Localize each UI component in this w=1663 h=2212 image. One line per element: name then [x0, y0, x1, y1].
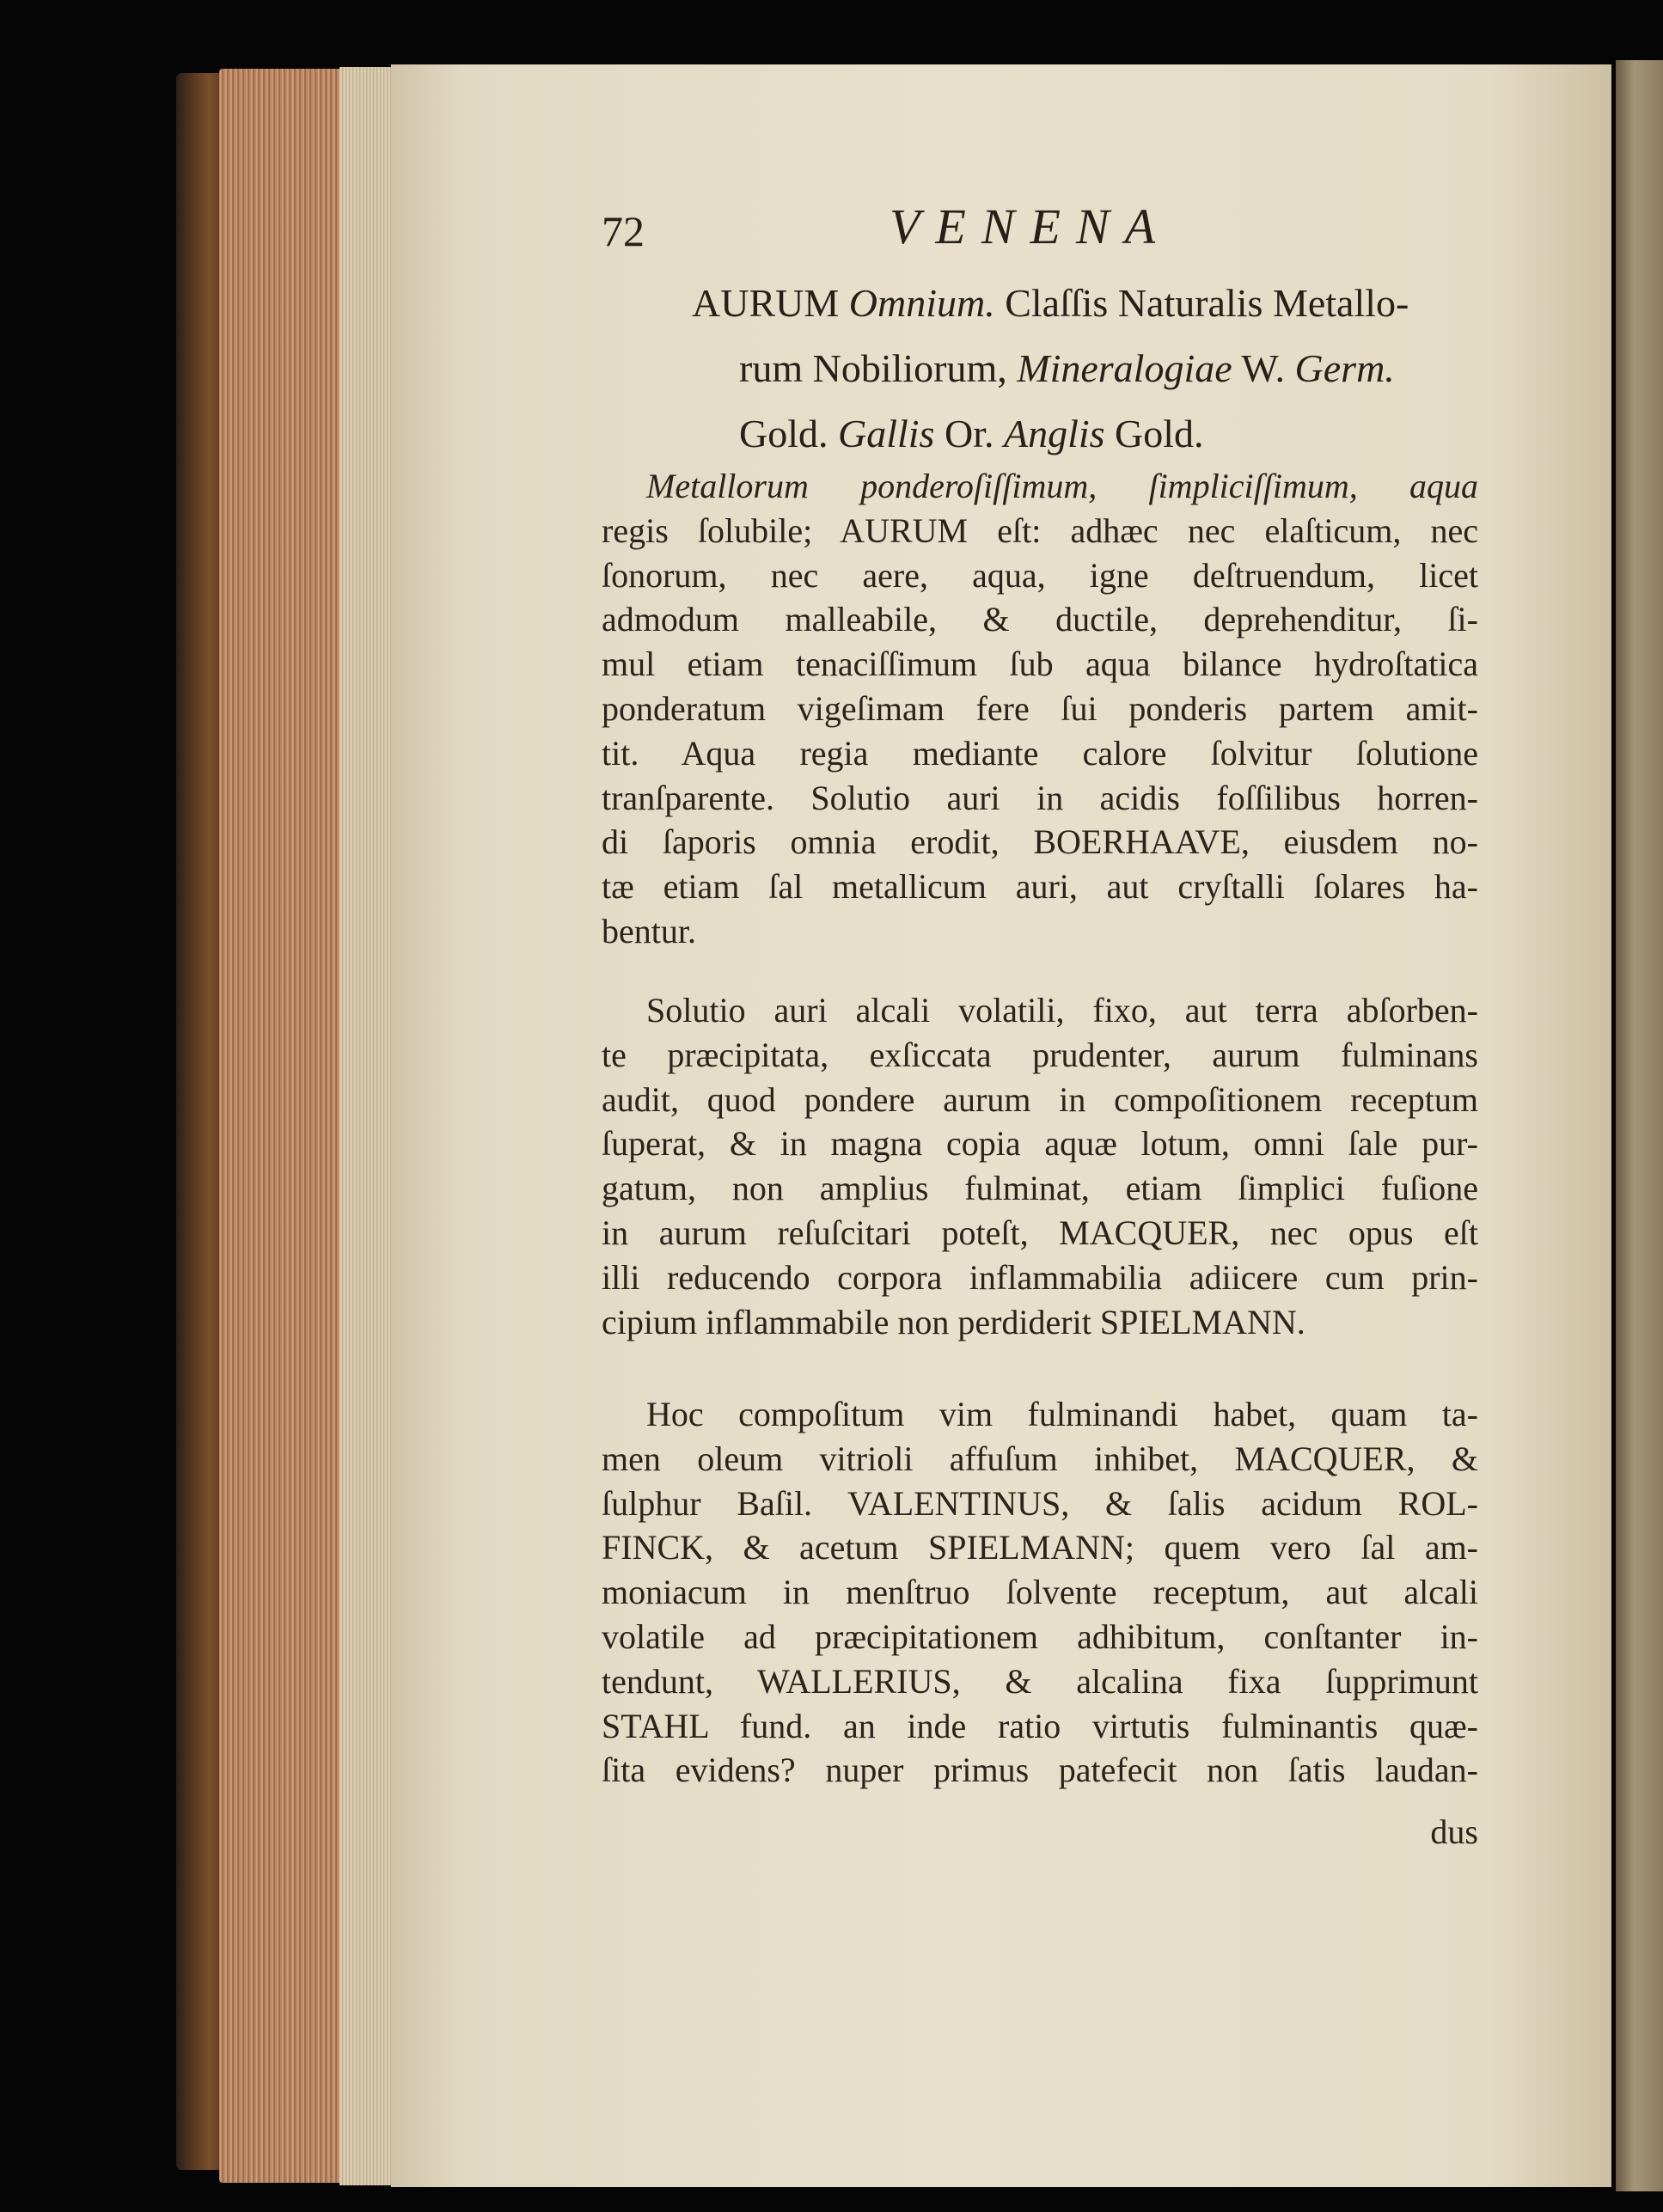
text-line: bentur.	[602, 911, 696, 950]
text-line: tendunt, WALLERIUS, & alcalina fixa ſupprimunt	[602, 1661, 1478, 1701]
paragraph-3	[602, 1392, 1478, 1793]
paragraph-1	[602, 464, 1478, 954]
text-line: Hoc compoſitum vim fulminandi habet, quam ta-	[646, 1395, 1478, 1433]
text-line: in aurum reſuſcitari poteſt, MACQUER, nec opus eſt	[602, 1213, 1478, 1252]
text-line: ſulphur Baſil. VALENTINUS, & ſalis acidum ROL-	[602, 1483, 1478, 1523]
entry-heading	[602, 271, 1487, 467]
text-line: admodum malleabile, & ductile, deprehenditur, ſi-	[602, 600, 1478, 639]
catchword: dus	[1430, 1812, 1478, 1851]
text-line: di ſaporis omnia erodit, BOERHAAVE, eiusdem no-	[602, 822, 1478, 862]
text-line: tranſparente. Solutio auri in acidis foſſilibus horren-	[602, 778, 1478, 817]
paragraph-2	[602, 988, 1478, 1344]
text-line: tit. Aqua regia mediante calore ſolvitur ſolutione	[602, 733, 1478, 773]
page-number: 72	[602, 207, 645, 255]
text-line: te præcipitata, exſiccata prudenter, aurum fulminans	[602, 1035, 1478, 1074]
text-line: ſita evidens? nuper primus patefecit non ſatis laudan-	[602, 1751, 1478, 1790]
running-title: VENENA	[890, 199, 1171, 254]
text-line: Solutio auri alcali volatili, fixo, aut terra abſorben-	[646, 991, 1478, 1030]
text-line: FINCK, & acetum SPIELMANN; quem vero ſal am-	[602, 1528, 1478, 1567]
text-line: ponderatum vigeſimam fere ſui ponderis partem amit-	[602, 688, 1478, 728]
text-line: audit, quod pondere aurum in compoſitionem receptum	[602, 1079, 1478, 1119]
facing-page-edge	[1616, 60, 1663, 2191]
running-head	[0, 191, 1663, 255]
text-line: illi reducendo corpora inflammabilia adiicere cum prin-	[602, 1257, 1478, 1297]
text-line: regis ſolubile; AURUM eſt: adhæc nec elaſticum, nec	[602, 510, 1478, 550]
heading-line: AURUM Omnium. Claſſis Naturalis Metallo-	[692, 281, 1409, 325]
text-line: tæ etiam ſal metallicum auri, aut cryſtalli ſolares ha-	[602, 867, 1478, 907]
text-line: mul etiam tenaciſſimum ſub aqua bilance hydroſtatica	[602, 645, 1478, 684]
text-line: ſuperat, & in magna copia aquæ lotum, omni ſale pur-	[602, 1124, 1478, 1164]
text-line: STAHL fund. an inde ratio virtutis fulminantis quæ-	[602, 1706, 1478, 1745]
text-line: Metallorum ponderoſiſſimum, ſimpliciſſimum, aqua	[646, 467, 1478, 505]
heading-line: Gold. Gallis Or. Anglis Gold.	[739, 412, 1204, 455]
text-line: cipium inflammabile non perdiderit SPIELMANN.	[602, 1302, 1305, 1341]
text-line: moniacum in menſtruo ſolvente receptum, aut alcali	[602, 1573, 1478, 1612]
text-line: volatile ad præcipitationem adhibitum, conſtanter in-	[602, 1616, 1478, 1656]
text-line: men oleum vitrioli affuſum inhibet, MACQUER, &	[602, 1439, 1478, 1478]
heading-line: rum Nobiliorum, Mineralogiae W. Germ.	[739, 346, 1395, 390]
text-line: ſonorum, nec aere, aqua, igne deſtruendum, licet	[602, 555, 1478, 595]
text-line: gatum, non amplius fulminat, etiam ſimplici fuſione	[602, 1169, 1478, 1208]
